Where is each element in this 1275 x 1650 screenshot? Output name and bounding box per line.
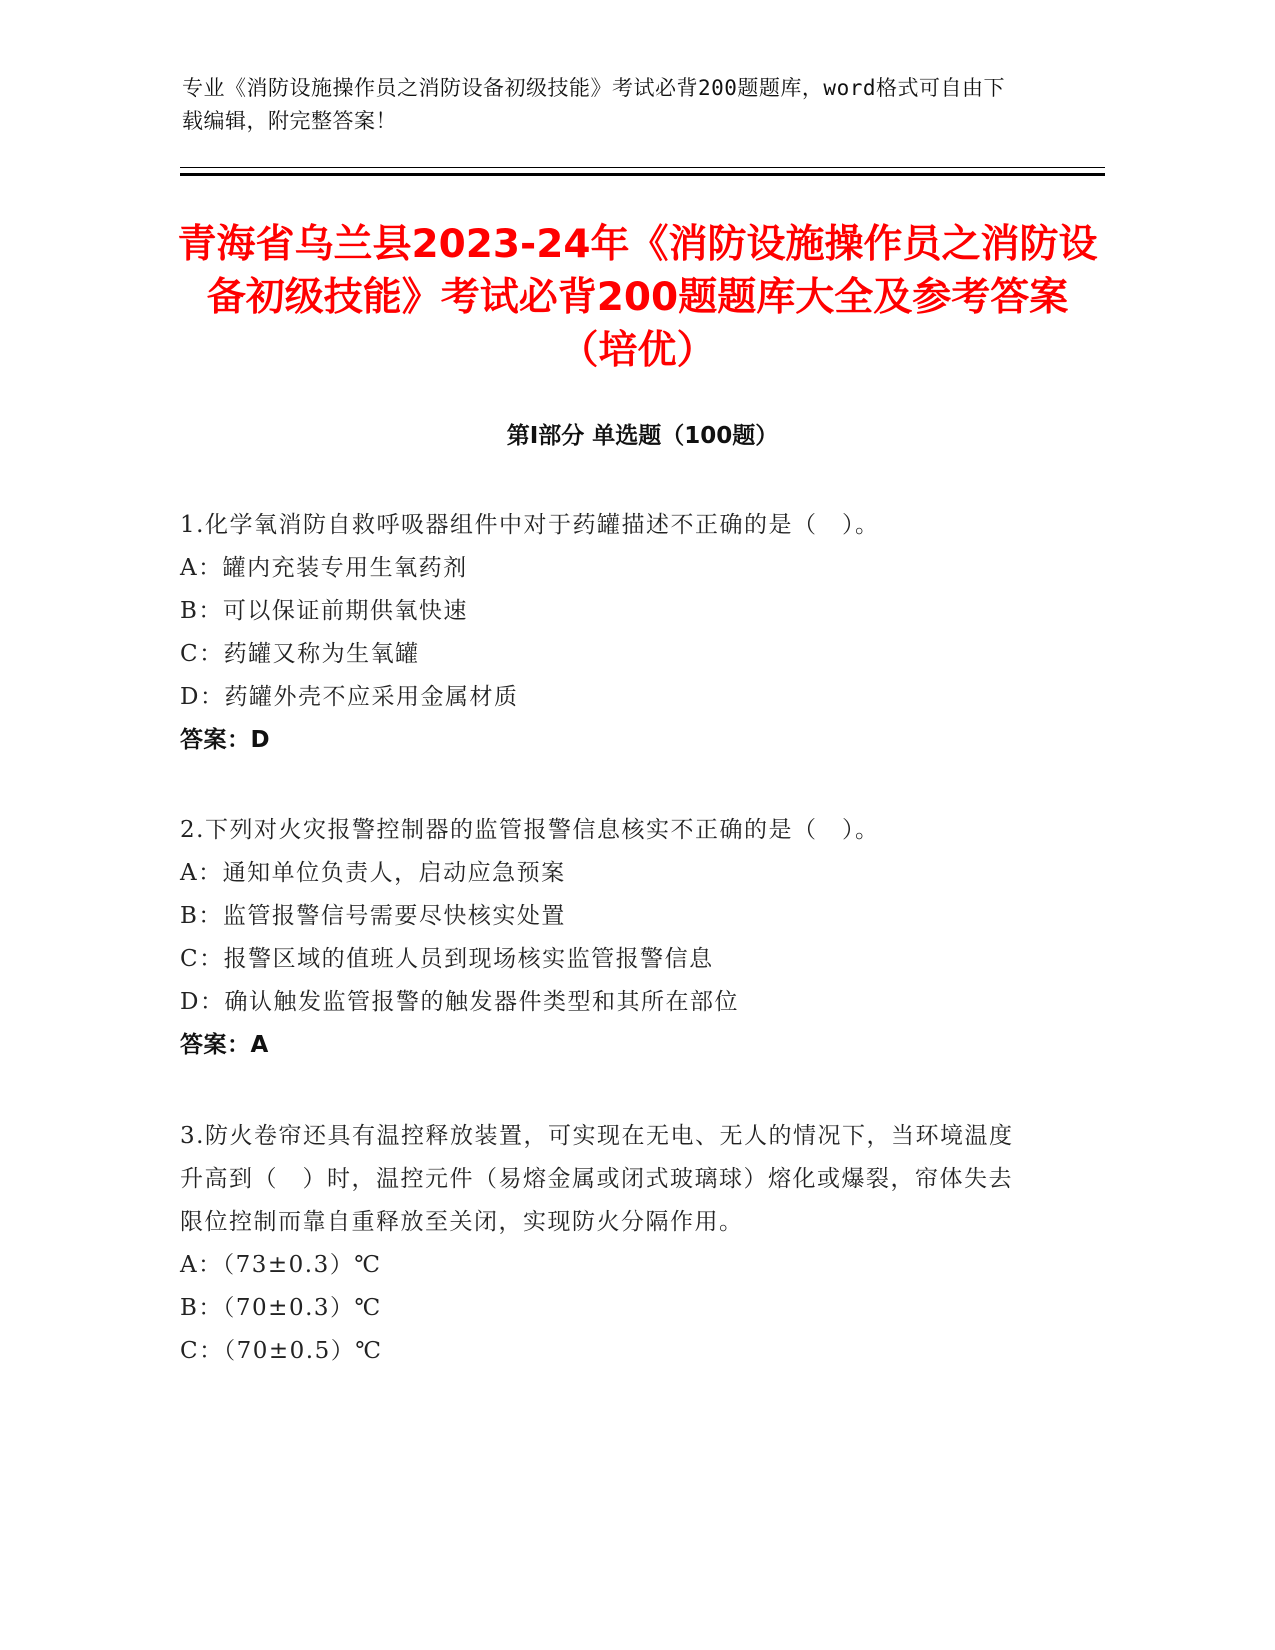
option-c: C：报警区域的值班人员到现场核实监管报警信息	[180, 946, 714, 972]
option-a: A：（73±0.3）℃	[180, 1252, 382, 1278]
question-block	[180, 1115, 1025, 1373]
option-b: B：可以保证前期供氧快速	[180, 598, 468, 624]
document-title: 青海省乌兰县2023-24年《消防设施操作员之消防设备初级技能》考试必背200题题库大全及参考答案（培优）	[177, 222, 1098, 373]
header-divider-thin	[180, 167, 1105, 168]
option-b: B：监管报警信号需要尽快核实处置	[180, 903, 566, 929]
document-intro: 专业《消防设施操作员之消防设备初级技能》考试必背200题题库，word格式可自由下载编辑，附完整答案！	[182, 76, 1005, 133]
option-b: B：（70±0.3）℃	[180, 1295, 382, 1321]
section-title: 第Ⅰ部分 单选题（100题）	[506, 423, 779, 449]
option-a: A：罐内充装专用生氧药剂	[180, 555, 468, 581]
header-divider-thick	[180, 173, 1105, 176]
question-stem: 3.防火卷帘还具有温控释放装置，可实现在无电、无人的情况下，当环境温度升高到（ ）时，温控元件（易熔金属或闭式玻璃球）熔化或爆裂，帘体失去限位控制而靠自重释放至关闭，实现防火分隔作用。	[180, 1123, 1014, 1235]
question-stem: 2.下列对火灾报警控制器的监管报警信息核实不正确的是（ ）。	[180, 817, 880, 843]
option-d: D：药罐外壳不应采用金属材质	[180, 684, 519, 710]
question-block	[180, 504, 1025, 762]
question-stem: 1.化学氧消防自救呼吸器组件中对于药罐描述不正确的是（ ）。	[180, 512, 880, 538]
option-c: C：药罐又称为生氧罐	[180, 641, 420, 667]
option-a: A：通知单位负责人，启动应急预案	[180, 860, 566, 886]
option-c: C：（70±0.5）℃	[180, 1338, 383, 1364]
option-d: D：确认触发监管报警的触发器件类型和其所在部位	[180, 989, 739, 1015]
answer-line: 答案：D	[180, 727, 271, 753]
answer-line: 答案：A	[180, 1032, 269, 1058]
question-block	[180, 809, 1025, 1067]
